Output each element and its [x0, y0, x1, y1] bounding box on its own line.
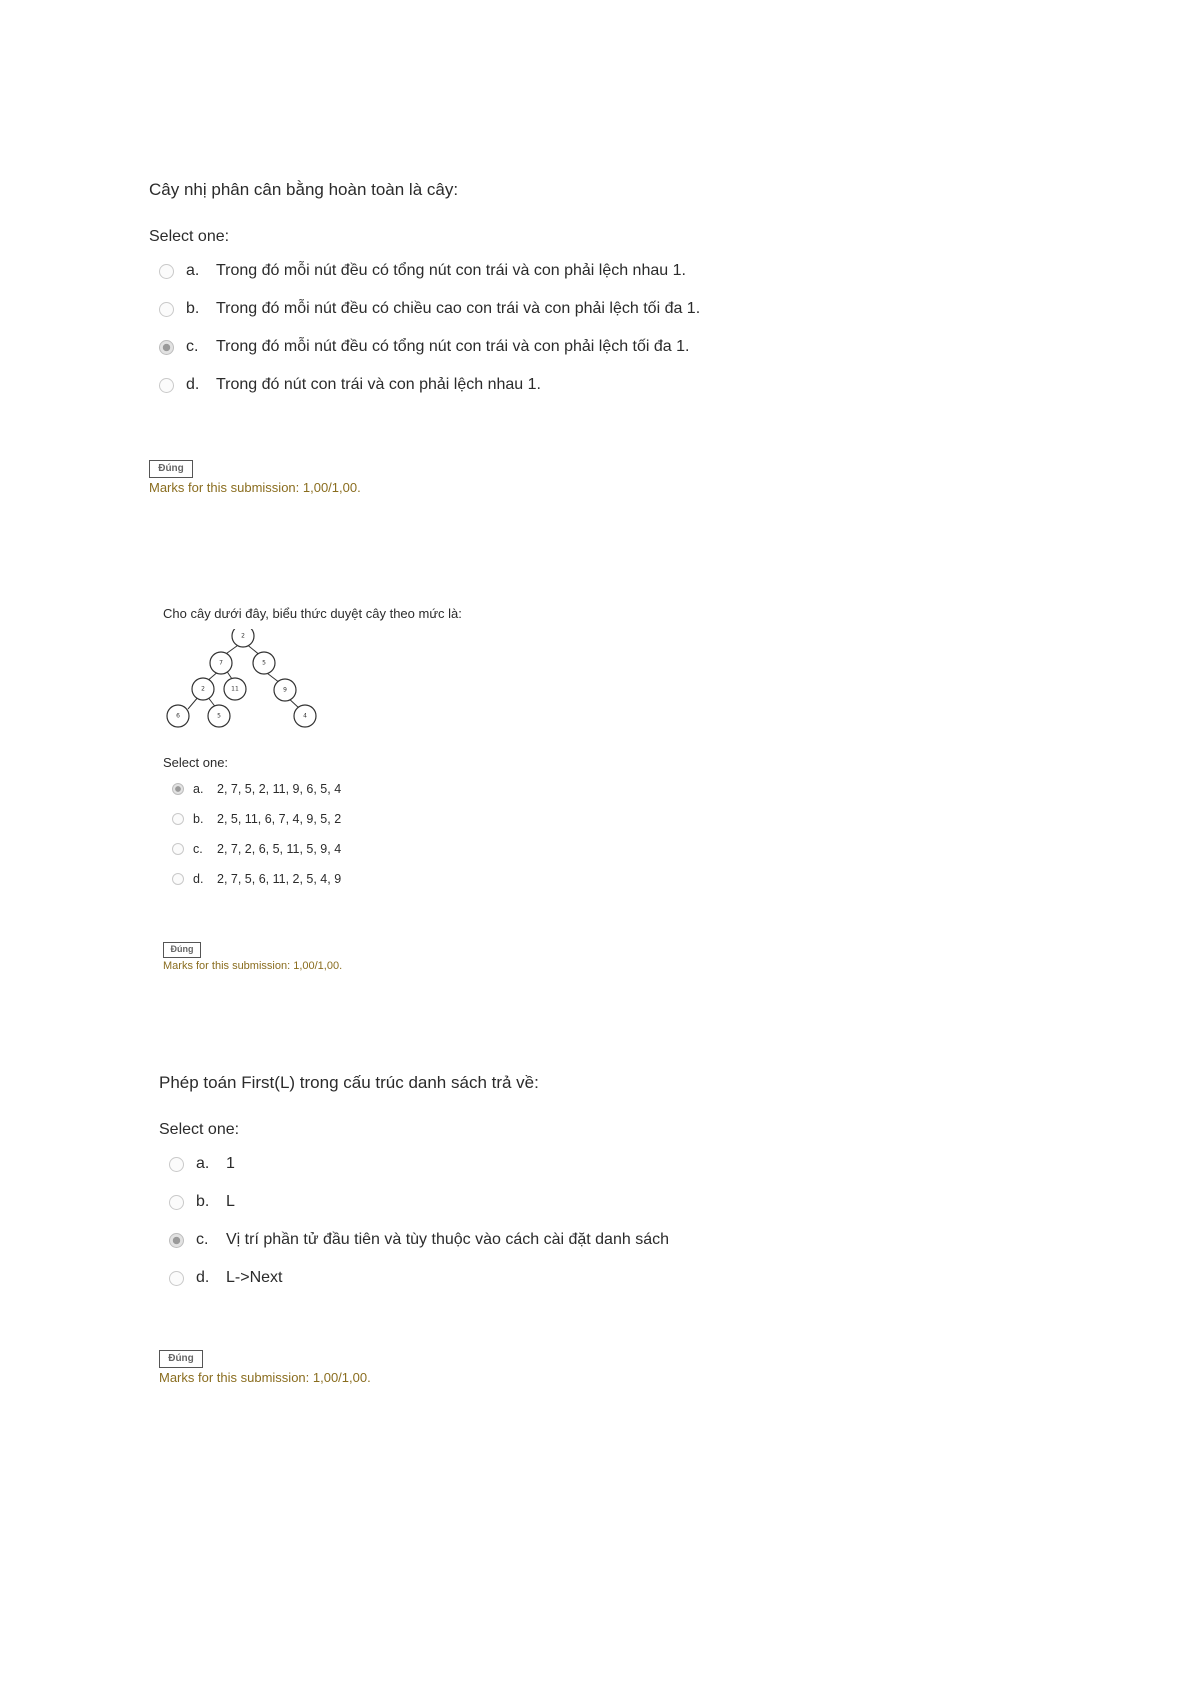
select-one-label: Select one:: [149, 228, 230, 245]
radio-button[interactable]: [172, 873, 184, 885]
option-b[interactable]: [169, 1183, 669, 1221]
option-text: Trong đó mỗi nút đều có tổng nút con trái và con phải lệch tối đa 1.: [216, 338, 690, 355]
radio-button-selected[interactable]: [172, 783, 184, 795]
tree-node: [208, 705, 230, 727]
radio-button[interactable]: [172, 813, 184, 825]
option-text: L->Next: [226, 1269, 283, 1286]
option-text: Trong đó mỗi nút đều có tổng nút con trái và con phải lệch nhau 1.: [216, 262, 686, 279]
svg-text:9: 9: [283, 686, 287, 694]
tree-node-root: [232, 629, 254, 647]
question-text: Phép toán First(L) trong cấu trúc danh sách trả về:: [159, 1073, 539, 1092]
option-text: Vị trí phần tử đầu tiên và tùy thuộc vào cách cài đặt danh sách: [226, 1231, 669, 1248]
radio-button[interactable]: [169, 1157, 184, 1172]
radio-button[interactable]: [159, 378, 174, 393]
option-a[interactable]: [159, 252, 700, 290]
option-a[interactable]: [169, 1145, 669, 1183]
option-letter: a.: [196, 1155, 210, 1172]
option-d[interactable]: [159, 366, 700, 404]
svg-text:5: 5: [262, 659, 266, 667]
option-d[interactable]: [172, 864, 462, 894]
option-letter: d.: [186, 376, 200, 393]
svg-text:5: 5: [217, 712, 221, 720]
option-c[interactable]: [169, 1221, 669, 1259]
feedback: [163, 939, 342, 972]
option-letter: b.: [186, 300, 200, 317]
tree-node: [210, 652, 232, 674]
tree-node: [192, 678, 214, 700]
answer-options: [172, 774, 462, 894]
option-text: 2, 5, 11, 6, 7, 4, 9, 5, 2: [217, 812, 342, 826]
status-badge: Đúng: [149, 460, 193, 478]
option-text: Trong đó nút con trái và con phải lệch nhau 1.: [216, 376, 541, 393]
select-one-label: Select one:: [159, 1121, 240, 1138]
tree-node: [294, 705, 316, 727]
svg-text:7: 7: [219, 659, 223, 667]
radio-button[interactable]: [172, 843, 184, 855]
svg-text:2: 2: [241, 632, 245, 640]
svg-text:4: 4: [303, 712, 307, 720]
svg-text:2: 2: [201, 685, 205, 693]
option-text: L: [226, 1193, 235, 1210]
option-a[interactable]: [172, 774, 462, 804]
svg-text:6: 6: [176, 712, 180, 720]
option-letter: c.: [193, 842, 203, 856]
svg-text:11: 11: [231, 685, 239, 693]
option-letter: c.: [196, 1231, 209, 1248]
feedback: [159, 1348, 371, 1385]
option-d[interactable]: [169, 1259, 669, 1297]
radio-button-selected[interactable]: [159, 340, 174, 355]
answer-options: [159, 252, 700, 404]
option-letter: b.: [196, 1193, 210, 1210]
marks-text: Marks for this submission: 1,00/1,00.: [159, 1370, 371, 1385]
status-badge: Đúng: [163, 942, 201, 958]
binary-tree-diagram: [163, 629, 323, 735]
tree-node: [224, 678, 246, 700]
option-c[interactable]: [172, 834, 462, 864]
radio-button[interactable]: [159, 302, 174, 317]
radio-button[interactable]: [159, 264, 174, 279]
option-letter: d.: [196, 1269, 210, 1286]
tree-node: [253, 652, 275, 674]
status-badge: Đúng: [159, 1350, 203, 1368]
question-2: [163, 606, 462, 972]
option-letter: a.: [193, 782, 204, 796]
option-text: Trong đó mỗi nút đều có chiều cao con trái và con phải lệch tối đa 1.: [216, 300, 701, 317]
option-letter: d.: [193, 872, 204, 886]
option-text: 2, 7, 2, 6, 5, 11, 5, 9, 4: [217, 842, 342, 856]
option-text: 1: [226, 1155, 235, 1172]
option-text: 2, 7, 5, 6, 11, 2, 5, 4, 9: [217, 872, 342, 886]
question-text: Cho cây dưới đây, biểu thức duyệt cây theo mức là:: [163, 606, 462, 621]
feedback: [149, 458, 361, 495]
option-letter: a.: [186, 262, 200, 279]
option-c[interactable]: [159, 328, 700, 366]
option-b[interactable]: [172, 804, 462, 834]
option-letter: b.: [193, 812, 204, 826]
radio-button-selected[interactable]: [169, 1233, 184, 1248]
question-1: [149, 180, 701, 495]
question-3: [159, 1073, 669, 1385]
answer-options: [169, 1145, 669, 1297]
radio-button[interactable]: [169, 1195, 184, 1210]
tree-node: [167, 705, 189, 727]
select-one-label: Select one:: [163, 755, 229, 770]
marks-text: Marks for this submission: 1,00/1,00.: [163, 960, 343, 972]
option-letter: c.: [186, 338, 199, 355]
option-b[interactable]: [159, 290, 700, 328]
tree-node: [274, 679, 296, 701]
radio-button[interactable]: [169, 1271, 184, 1286]
question-text: Cây nhị phân cân bằng hoàn toàn là cây:: [149, 180, 459, 199]
option-text: 2, 7, 5, 2, 11, 9, 6, 5, 4: [217, 782, 342, 796]
marks-text: Marks for this submission: 1,00/1,00.: [149, 480, 361, 495]
